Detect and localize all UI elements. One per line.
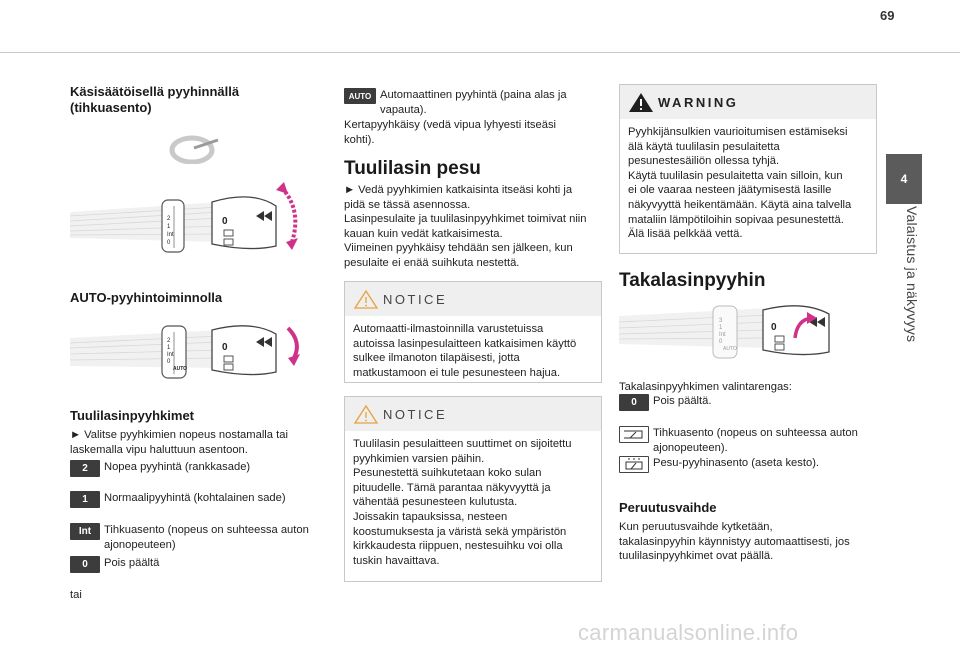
stalk-zero-label: 0 xyxy=(222,342,228,353)
ring-badge: 0 xyxy=(619,394,649,411)
stalk-zero-label: 0 xyxy=(771,322,777,333)
notice-header xyxy=(345,397,601,431)
text-line: tuskin havaittava. xyxy=(353,554,440,567)
text-line: ajonopeuteen) xyxy=(104,538,176,551)
text-line: pesulaite ei enää suihkuta nestettä. xyxy=(344,256,520,269)
rear-wiper-stalk-illustration xyxy=(619,298,859,364)
text-line: Tuulilasin pesulaitteen suuttimet on sijoitettu xyxy=(353,438,572,450)
text-line: ajonopeuteen). xyxy=(653,441,728,454)
wipers-intro xyxy=(70,428,326,457)
text-line: mataliin lämpötiloihin sopivaa pesunestettä. xyxy=(628,213,844,226)
text-line: Pois päältä xyxy=(104,557,160,569)
tai-text: tai xyxy=(70,589,82,601)
wiper-stalk-illustration xyxy=(70,180,310,270)
text-line: Pyyhkijänsulkien vaurioitumisen estämiseksi xyxy=(628,126,848,138)
text-line: kohti). xyxy=(344,133,375,146)
speed-badge: 2 xyxy=(70,460,100,477)
warning-title: WARNING xyxy=(658,94,739,110)
stalk-label: 2 xyxy=(167,338,171,344)
text-line: Pesu-pyyhinasento (aseta kesto). xyxy=(653,457,820,469)
text-line: Automaattinen pyyhintä (paina alas ja xyxy=(380,89,567,101)
page-number: 69 xyxy=(880,8,895,23)
stalk-label: 1 xyxy=(719,325,723,331)
notice-body xyxy=(353,437,593,568)
stalk-label: Int xyxy=(167,352,174,358)
wiper-speed-item xyxy=(70,556,159,573)
chapter-title: Valaistus ja näkyvyys xyxy=(904,206,920,343)
speed-badge: 1 xyxy=(70,491,100,508)
notice-box xyxy=(344,281,602,383)
heading-line: (tihkuasento) xyxy=(70,100,152,115)
notice-title: NOTICE xyxy=(383,406,448,422)
ring-item xyxy=(619,394,711,411)
stalk-label: 1 xyxy=(167,224,171,230)
speed-badge: Int xyxy=(70,523,100,540)
intermittent-wiper-icon xyxy=(619,426,649,443)
stalk-zero-label: 0 xyxy=(222,216,228,227)
warning-triangle-icon xyxy=(353,288,379,310)
ring-item xyxy=(619,426,858,455)
warning-exclamation-icon xyxy=(628,91,654,113)
text-line: vapauta). xyxy=(380,103,427,116)
text-line: Lasinpesulaite ja tuulilasinpyyhkimet toimivat niin xyxy=(344,213,587,226)
stalk-label: Int xyxy=(167,232,174,238)
text-line: kirkkaudesta riippuen, nestesuihku voi olla xyxy=(353,540,563,553)
heading-auto-wipe: AUTO-pyyhintoiminnolla xyxy=(70,290,223,305)
text-line: älä käytä tuulilasin pesulaitetta xyxy=(628,140,780,153)
wiper-speed-item xyxy=(70,460,250,477)
wash-text xyxy=(344,183,604,271)
text-line: Pois päältä. xyxy=(653,395,712,407)
text-line: Tihkuasento (nopeus on suhteessa auton xyxy=(653,427,858,439)
text-line: takalasinpyyhin käynnistyy automaattisesti, jos xyxy=(619,535,850,548)
heading-line: Käsisäätöisellä pyyhinnällä xyxy=(70,84,240,99)
text-line: kauan kuin vedät katkaisimesta. xyxy=(344,227,503,240)
notice-title: NOTICE xyxy=(383,291,448,307)
watermark: carmanualsonline.info xyxy=(578,620,799,645)
stalk-label: AUTO xyxy=(723,346,737,352)
notice-box xyxy=(344,396,602,582)
warning-header xyxy=(620,85,876,119)
auto-badge: AUTO xyxy=(344,88,376,104)
wiper-speed-item xyxy=(70,523,309,552)
warning-triangle-icon xyxy=(353,403,379,425)
text-line: autoissa lasinpesulaitteen katkaisimen käyttö xyxy=(353,337,577,350)
text-line: Älä lisää pelkkää vettä. xyxy=(628,228,743,241)
text-line: Automaatti-ilmastoinnilla varustetuissa xyxy=(353,323,544,335)
heading-windscreen-wash: Tuulilasin pesu xyxy=(344,158,481,179)
text-line: laskemalla vipu haluttuun asentoon. xyxy=(70,443,248,456)
heading-reverse-gear: Peruutusvaihde xyxy=(619,500,717,515)
text-line: tuulilasinpyyhkimet ovat päällä. xyxy=(619,550,774,563)
wiper-speed-item xyxy=(70,491,286,508)
stalk-label: 1 xyxy=(167,345,171,351)
warning-box xyxy=(619,84,877,254)
stalk-label: 0 xyxy=(167,359,171,365)
text-line: Viimeinen pyyhkäisy tehdään sen jälkeen, kun xyxy=(344,242,573,255)
wash-wipe-icon xyxy=(619,456,649,473)
text-line: Tihkuasento (nopeus on suhteessa auton xyxy=(104,524,309,536)
text-line: vähentää pesunesteen kulutusta. xyxy=(353,496,518,509)
ring-intro: Takalasinpyyhkimen valintarengas: xyxy=(619,381,792,393)
stalk-label: 2 xyxy=(167,216,171,222)
text-line: Käytä tuulilasin pesulaitetta vain silloin, kun xyxy=(628,169,843,182)
stalk-label: 0 xyxy=(167,240,171,246)
text-line: pidä se tässä asennossa. xyxy=(344,198,471,211)
text-line: Kun peruutusvaihde kytketään, xyxy=(619,521,773,533)
text-line: Nopea pyyhintä (rankkasade) xyxy=(104,461,251,473)
auto-wipe-item xyxy=(344,88,567,117)
text-line: ► Vedä pyyhkimien katkaisinta itseäsi kohti ja xyxy=(344,184,573,196)
text-line: Normaalipyyhintä (kohtalainen sade) xyxy=(104,492,286,504)
text-line: sulkee ilmanoton tilapäisesti, jotta xyxy=(353,352,520,365)
ring-item xyxy=(619,456,819,473)
reverse-text xyxy=(619,520,877,564)
text-line: Joissakin tapauksissa, nesteen xyxy=(353,510,508,523)
stalk-label: AUTO xyxy=(173,366,188,372)
top-rule xyxy=(0,52,960,53)
text-line: pesunestesäiliön ollessa tyhjä. xyxy=(628,155,780,168)
single-wipe-text xyxy=(344,118,602,147)
heading-windscreen-wipers: Tuulilasinpyyhkimet xyxy=(70,408,195,423)
stalk-label: 0 xyxy=(719,339,723,345)
text-line: Kertapyyhkäisy (vedä vipua lyhyesti itseäsi xyxy=(344,119,557,131)
notice-body xyxy=(353,322,593,380)
steering-wheel-icon xyxy=(168,130,222,164)
text-line: ► Valitse pyyhkimien nopeus nostamalla tai xyxy=(70,429,288,441)
heading-rear-wiper: Takalasinpyyhin xyxy=(619,270,766,291)
stalk-label: Int xyxy=(719,332,726,338)
text-line: Pesunestettä suihkutetaan koko sulan xyxy=(353,467,542,480)
text-line: näkyvyyttä heikentämään. Käytä aina talvella xyxy=(628,198,852,211)
speed-badge: 0 xyxy=(70,556,100,573)
text-line: matkustamoon ei tule pesunesteen hajua. xyxy=(353,366,561,379)
text-line: pyyhkimien varsien päihin. xyxy=(353,452,485,465)
notice-header xyxy=(345,282,601,316)
chapter-tab[interactable]: 4 xyxy=(886,154,922,204)
warning-body xyxy=(628,125,868,242)
heading-manual-wipe xyxy=(70,84,239,116)
stalk-label: 3 xyxy=(719,318,723,324)
wiper-stalk-auto-illustration xyxy=(70,318,310,388)
text-line: koostumuksesta ja väristä sekä ympäristön xyxy=(353,525,567,538)
text-line: ei ole vaaraa nesteen jäätymisestä lasille xyxy=(628,184,832,197)
text-line: pituudelle. Tämä parantaa näkyvyyttä ja xyxy=(353,481,551,494)
